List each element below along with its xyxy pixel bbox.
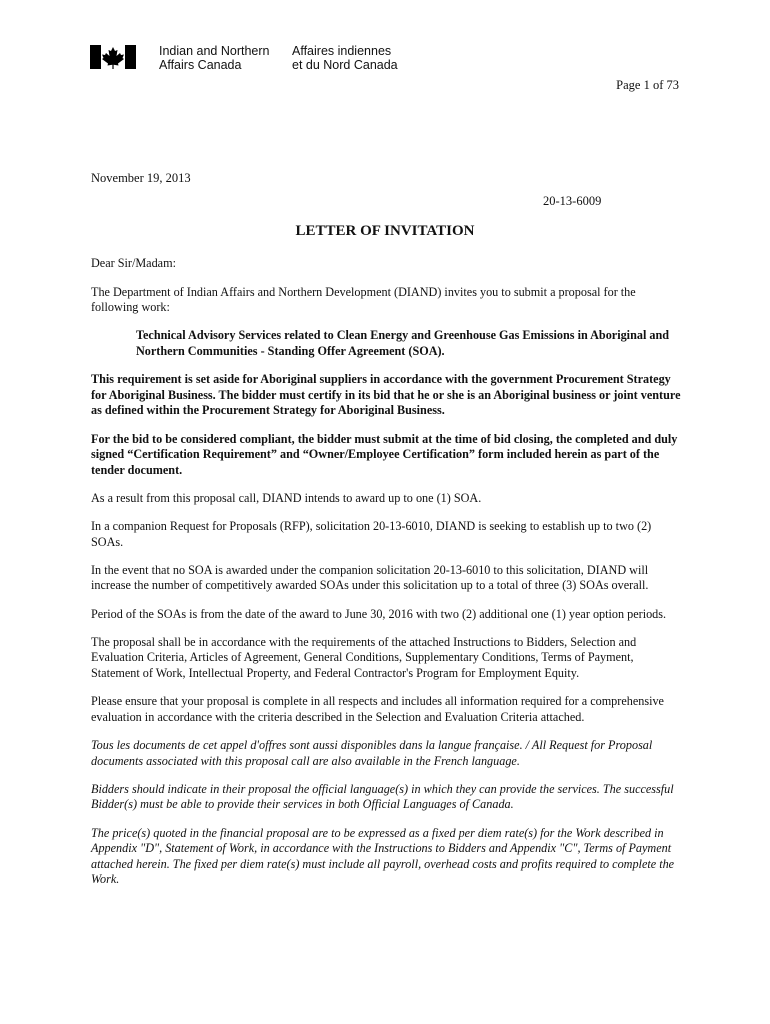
letter-date: November 19, 2013	[91, 171, 191, 185]
paragraph-companion-rfp: In a companion Request for Proposals (RFP), solicitation 20-13-6010, DIAND is seeking to establish up to two (2) SOAs.	[91, 519, 652, 549]
paragraph-work-description: Technical Advisory Services related to Clean Energy and Greenhouse Gas Emissions in Aboriginal and Northern Communities - Standing Offer Agreement (SOA).	[136, 328, 670, 358]
paragraph-set-aside: This requirement is set aside for Aboriginal suppliers in accordance with the government Procurement Strategy for Aboriginal Business. The bidder must certify in its bid that he or she is an Aboriginal business or joint venture as defined within the Procurement Strategy for Aboriginal Business.	[91, 372, 681, 418]
paragraph-period: Period of the SOAs is from the date of the award to June 30, 2016 with two (2) additional one (1) year option periods.	[91, 606, 667, 621]
file-number: 20-13-6009	[543, 194, 602, 208]
paragraph-invitation: The Department of Indian Affairs and Northern Development (DIAND) invites you to submit a proposal for the following work:	[91, 284, 636, 315]
paragraph-award-intent: As a result from this proposal call, DIAND intends to award up to one (1) SOA.	[91, 490, 482, 505]
page-number: Page 1 of 73	[616, 78, 679, 92]
department-name-english	[159, 44, 270, 72]
paragraph-compliance: For the bid to be considered compliant, the bidder must submit at the time of bid closing, the completed and duly signed “Certification Requirement” and “Owner/Employee Certification” form included herein as part of the tender document.	[91, 431, 678, 477]
paragraph-pricing: The price(s) quoted in the financial proposal are to be expressed as a fixed per diem rate(s) for the Work described in Appendix "D", Statement of Work, in accordance with the Instructions to Bidders and Appendix "C", Terms of Payment attached herein. The fixed per diem rate(s) must include all payroll, overhead costs and profits required to complete the Work.	[91, 825, 675, 887]
letter-body	[91, 256, 681, 901]
department-name-french-line-2: et du Nord Canada	[292, 58, 398, 72]
letter-title: LETTER OF INVITATION	[295, 223, 475, 239]
paragraph-official-languages: Bidders should indicate in their proposal the official language(s) in which they can provide the services. The successful Bidder(s) must be able to provide their services in both Official Languages of Canada.	[91, 781, 674, 812]
paragraph-requirements: The proposal shall be in accordance with the requirements of the attached Instructions to Bidders, Selection and Evaluation Criteria, Articles of Agreement, General Conditions, Supplementary Conditions, Terms of Payment, Statement of Work, Intellectual Property, and Federal Contractor's Program for Employment Equity.	[91, 634, 637, 681]
salutation: Dear Sir/Madam:	[91, 256, 176, 270]
paragraph-completeness: Please ensure that your proposal is complete in all respects and includes all information required for a comprehensive evaluation in accordance with the criteria described in the Selection and Evaluation Criteria attached.	[91, 694, 664, 724]
paragraph-no-soa-event: In the event that no SOA is awarded under the companion solicitation 20-13-6010 to this solicitation, DIAND will increase the number of competitively awarded SOAs under this solicitation up to a total of three (3) SOAs overall.	[91, 562, 649, 593]
paragraph-french-availability: Tous les documents de cet appel d'offres sont aussi disponibles dans la langue française. / All Request for Proposal documents associated with this proposal call are also available in the French language.	[91, 738, 653, 768]
department-name-english-line-1: Indian and Northern	[159, 44, 270, 58]
department-name-french	[292, 44, 398, 72]
department-name-french-line-1: Affaires indiennes	[292, 44, 392, 58]
canada-flag-icon	[90, 45, 136, 69]
department-name-english-line-2: Affairs Canada	[159, 58, 242, 72]
